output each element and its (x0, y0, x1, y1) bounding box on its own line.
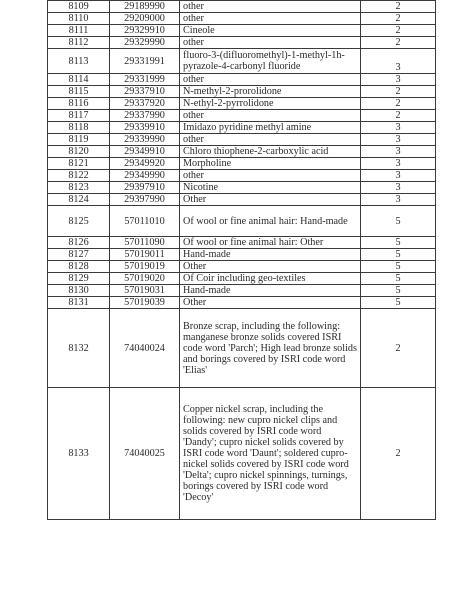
serial-number: 8112 (48, 37, 110, 49)
rate: 5 (361, 249, 436, 261)
rate: 2 (361, 86, 436, 98)
tariff-code: 29189990 (110, 1, 180, 13)
table-row (48, 285, 436, 297)
tariff-code: 29397910 (110, 182, 180, 194)
table-row (48, 25, 436, 37)
tariff-code: 29331991 (110, 49, 180, 74)
description: other (180, 110, 361, 122)
serial-number: 8115 (48, 86, 110, 98)
serial-number: 8128 (48, 261, 110, 273)
description: Other (180, 297, 361, 309)
rate: 2 (361, 37, 436, 49)
serial-number: 8117 (48, 110, 110, 122)
description: Hand-made (180, 249, 361, 261)
table-row (48, 134, 436, 146)
rate: 3 (361, 122, 436, 134)
serial-number: 8126 (48, 237, 110, 249)
serial-number: 8131 (48, 297, 110, 309)
table-row (48, 182, 436, 194)
rate: 5 (361, 285, 436, 297)
description: fluoro-3-(difluoromethyl)-1-methyl-1h-pyrazole-4-carbonyl fluoride (180, 49, 361, 74)
rate: 2 (361, 25, 436, 37)
serial-number: 8123 (48, 182, 110, 194)
description: Chloro thiophene-2-carboxylic acid (180, 146, 361, 158)
table-row (48, 206, 436, 237)
serial-number: 8111 (48, 25, 110, 37)
tariff-code: 29337910 (110, 86, 180, 98)
tariff-code: 57019020 (110, 273, 180, 285)
description: Cineole (180, 25, 361, 37)
tariff-code: 57019039 (110, 297, 180, 309)
serial-number: 8122 (48, 170, 110, 182)
serial-number: 8125 (48, 206, 110, 237)
rate: 3 (361, 194, 436, 206)
table-row (48, 37, 436, 49)
serial-number: 8133 (48, 388, 110, 520)
serial-number: 8110 (48, 13, 110, 25)
table-row (48, 122, 436, 134)
tariff-code: 29337920 (110, 98, 180, 110)
tariff-code: 29349910 (110, 146, 180, 158)
rate: 2 (361, 98, 436, 110)
serial-number: 8130 (48, 285, 110, 297)
table-row (48, 49, 436, 74)
tariff-code: 29209000 (110, 13, 180, 25)
serial-number: 8114 (48, 74, 110, 86)
table-row (48, 74, 436, 86)
serial-number: 8129 (48, 273, 110, 285)
description: Copper nickel scrap, including the following: new cupro nickel clips and solids covered by ISRI code word 'Dandy'; cupro nickel solids covered by ISRI code word 'Daunt'; soldered cupro-nickel solids covered by ISRI code word 'Delta'; cupro nickel spinnings, turnings, borings covered by ISRI code word 'Decoy' (180, 388, 361, 520)
rate: 3 (361, 134, 436, 146)
rate: 3 (361, 74, 436, 86)
table-row (48, 86, 436, 98)
rate: 3 (361, 158, 436, 170)
description: Nicotine (180, 182, 361, 194)
description: other (180, 37, 361, 49)
rate: 5 (361, 206, 436, 237)
tariff-code: 29331999 (110, 74, 180, 86)
rate: 3 (361, 49, 436, 74)
rate: 5 (361, 261, 436, 273)
description: Bronze scrap, including the following: manganese bronze solids covered ISRI code word 'Parch'; High lead bronze solids and borings covered by ISRI code word 'Elias' (180, 309, 361, 388)
tariff-code: 57019011 (110, 249, 180, 261)
table-row (48, 170, 436, 182)
rate: 2 (361, 388, 436, 520)
table-row (48, 1, 436, 13)
serial-number: 8121 (48, 158, 110, 170)
description: N-methyl-2-prorolidone (180, 86, 361, 98)
tariff-code: 29349920 (110, 158, 180, 170)
table-row (48, 388, 436, 520)
description: other (180, 13, 361, 25)
tariff-code: 74040024 (110, 309, 180, 388)
description: other (180, 1, 361, 13)
serial-number: 8109 (48, 1, 110, 13)
description: Hand-made (180, 285, 361, 297)
serial-number: 8119 (48, 134, 110, 146)
description: Of wool or fine animal hair: Hand-made (180, 206, 361, 237)
serial-number: 8116 (48, 98, 110, 110)
serial-number: 8118 (48, 122, 110, 134)
tariff-code: 29397990 (110, 194, 180, 206)
tariff-code: 57011010 (110, 206, 180, 237)
description: Of Coir including geo-textiles (180, 273, 361, 285)
serial-number: 8132 (48, 309, 110, 388)
rate: 3 (361, 146, 436, 158)
tariff-code: 29349990 (110, 170, 180, 182)
description: other (180, 74, 361, 86)
table-row (48, 98, 436, 110)
tariff-code: 29339910 (110, 122, 180, 134)
serial-number: 8113 (48, 49, 110, 74)
description: Other (180, 194, 361, 206)
table-row (48, 146, 436, 158)
table-row (48, 261, 436, 273)
tariff-code: 57019031 (110, 285, 180, 297)
tariff-code: 29337990 (110, 110, 180, 122)
table-row (48, 158, 436, 170)
description: Imidazo pyridine methyl amine (180, 122, 361, 134)
tariff-code: 57011090 (110, 237, 180, 249)
table-row (48, 297, 436, 309)
rate: 5 (361, 237, 436, 249)
table-row (48, 309, 436, 388)
description: Of wool or fine animal hair: Other (180, 237, 361, 249)
rate: 3 (361, 170, 436, 182)
rate: 2 (361, 1, 436, 13)
tariff-code: 29329990 (110, 37, 180, 49)
table-row (48, 13, 436, 25)
table-row (48, 110, 436, 122)
tariff-code: 74040025 (110, 388, 180, 520)
table-row (48, 249, 436, 261)
rate: 2 (361, 13, 436, 25)
tariff-table (47, 0, 436, 520)
description: N-ethyl-2-pyrrolidone (180, 98, 361, 110)
description: Other (180, 261, 361, 273)
table-row (48, 273, 436, 285)
rate: 2 (361, 110, 436, 122)
rate: 5 (361, 297, 436, 309)
table-row (48, 237, 436, 249)
tariff-code: 29329910 (110, 25, 180, 37)
tariff-code: 57019019 (110, 261, 180, 273)
rate: 5 (361, 273, 436, 285)
serial-number: 8127 (48, 249, 110, 261)
rate: 3 (361, 182, 436, 194)
serial-number: 8124 (48, 194, 110, 206)
rate: 2 (361, 309, 436, 388)
description: other (180, 170, 361, 182)
table-row (48, 194, 436, 206)
description: Morpholine (180, 158, 361, 170)
serial-number: 8120 (48, 146, 110, 158)
description: other (180, 134, 361, 146)
tariff-code: 29339990 (110, 134, 180, 146)
